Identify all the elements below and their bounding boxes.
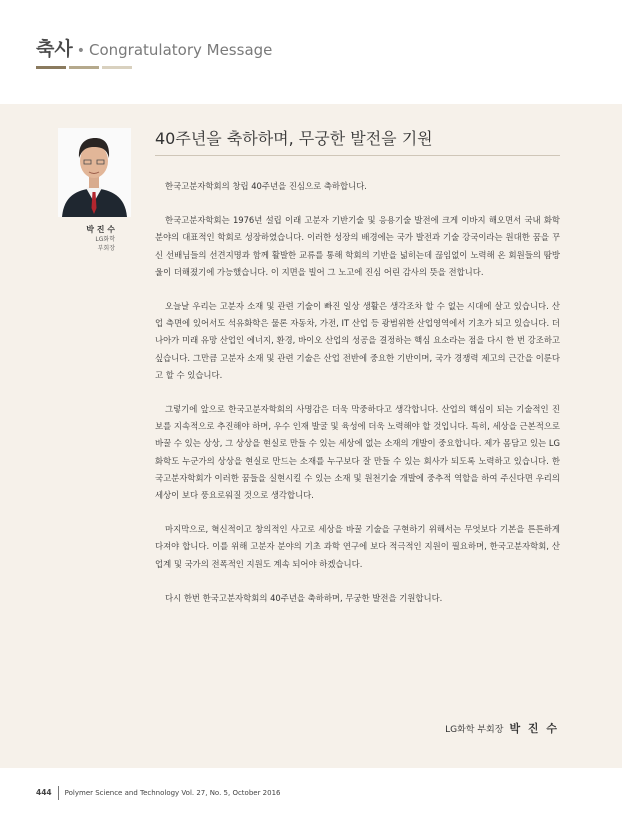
decoration-bar-light [102,66,132,69]
page-number: 444 [36,788,52,797]
signature-affiliation: LG화학 부회장 [445,725,504,735]
page-footer [36,786,281,800]
section-header [36,34,272,61]
journal-citation: Polymer Science and Technology Vol. 27, No. 5, October 2016 [64,789,281,797]
paragraph: 다시 한번 한국고분자학회의 40주년을 축하하며, 무궁한 발전을 기원합니다. [165,592,443,603]
article-body [155,178,560,624]
title-separator: • [76,43,85,59]
paragraph: 마지막으로, 혁신적이고 창의적인 사고로 세상을 바꿀 기술을 구현하기 위해서는 무엇보다 기본을 튼튼하게 다져야 합니다. 이를 위해 고분자 분야의 기초 과학 연구에 보다 적극적인 지원이 필요하며, 한국고분자학회, 산업계 및 국가의 전폭적인 지원도 계속 되어야 하겠습니다. [155,524,560,569]
decoration-bar-medium [69,66,99,69]
portrait-illustration [58,128,131,217]
title-divider [155,155,560,156]
author-position: 부회장 [97,245,115,252]
section-title-ko: 축사 [36,38,73,60]
author-info [40,224,115,253]
section-title-en: Congratulatory Message [88,41,273,59]
header-decoration-bars [36,66,132,69]
paragraph: 한국고분자학회의 창립 40주년을 진심으로 축하합니다. [165,181,367,191]
article-title: 40주년을 축하하며, 무궁한 발전을 기원 [155,129,433,148]
decoration-bar-dark [36,66,66,69]
author-name: 박 진 수 [86,225,115,234]
footer-separator [58,786,59,800]
paragraph: 오늘날 우리는 고분자 소재 및 관련 기술이 빠진 일상 생활은 생각조차 할 수 없는 시대에 살고 있습니다. 산업 측면에 있어서도 석유화학은 물론 자동차, 가전, IT 산업 등 광범위한 산업영역에서 기초가 되고 있습니다. 더 나아가 미래 유망 산업인 에너지, 환경, 바이오 산업의 성공을 결정하는 핵심 요소라는 점을 다시 한 번 강조하고 싶습니다. 그만큼 고분자 소재 및 관련 기술은 산업 전반에 중요한 기반이며, 국가 경쟁력 제고의 근간을 이룬다고 할 수 있습니다. [155,301,560,380]
paragraph: 그렇기에 앞으로 한국고분자학회의 사명감은 더욱 막중하다고 생각합니다. 산업의 핵심이 되는 기술적인 진보를 지속적으로 추진해야 하며, 우수 인재 발굴 및 육성에 더욱 노력해야 할 것입니다. 특히, 세상을 근본적으로 바꿀 수 있는 상상, 그 상상을 현실로 만들 수 있는 세상에 없는 소재의 개발이 중요합니다. 제가 몸담고 있는 LG화학도 누군가의 상상을 현실로 만드는 소재를 누구보다 잘 만들 수 있는 회사가 되도록 노력하고 있습니다. 한국고분자학회가 이러한 꿈들을 실현시킬 수 있는 소재 및 원천기술 개발에 중추적 역할을 하여 주신다면 우리의 세상이 보다 풍요로워질 것으로 생각합니다. [155,404,560,501]
author-affiliation: LG화학 [95,236,115,243]
signature [445,717,559,736]
signature-name: 박 진 수 [509,722,559,735]
paragraph: 한국고분자학회는 1976년 설립 이래 고분자 기반기술 및 응용기술 발전에 크게 이바지 해오면서 국내 화학분야의 대표적인 학회로 성장하였습니다. 이러한 성장의 배경에는 국가 발전과 기술 강국이라는 원대한 꿈을 꾸신 선배님들의 선견지명과 함께 활발한 교류를 통해 학회의 기반을 넓히는데 끊임없이 노력해 온 회원들의 땀방울이 더해졌기에 가능했습니다. 이 지면을 빌어 그 노고에 진심 어린 감사의 뜻을 전합니다. [155,215,560,277]
author-portrait [58,128,131,217]
